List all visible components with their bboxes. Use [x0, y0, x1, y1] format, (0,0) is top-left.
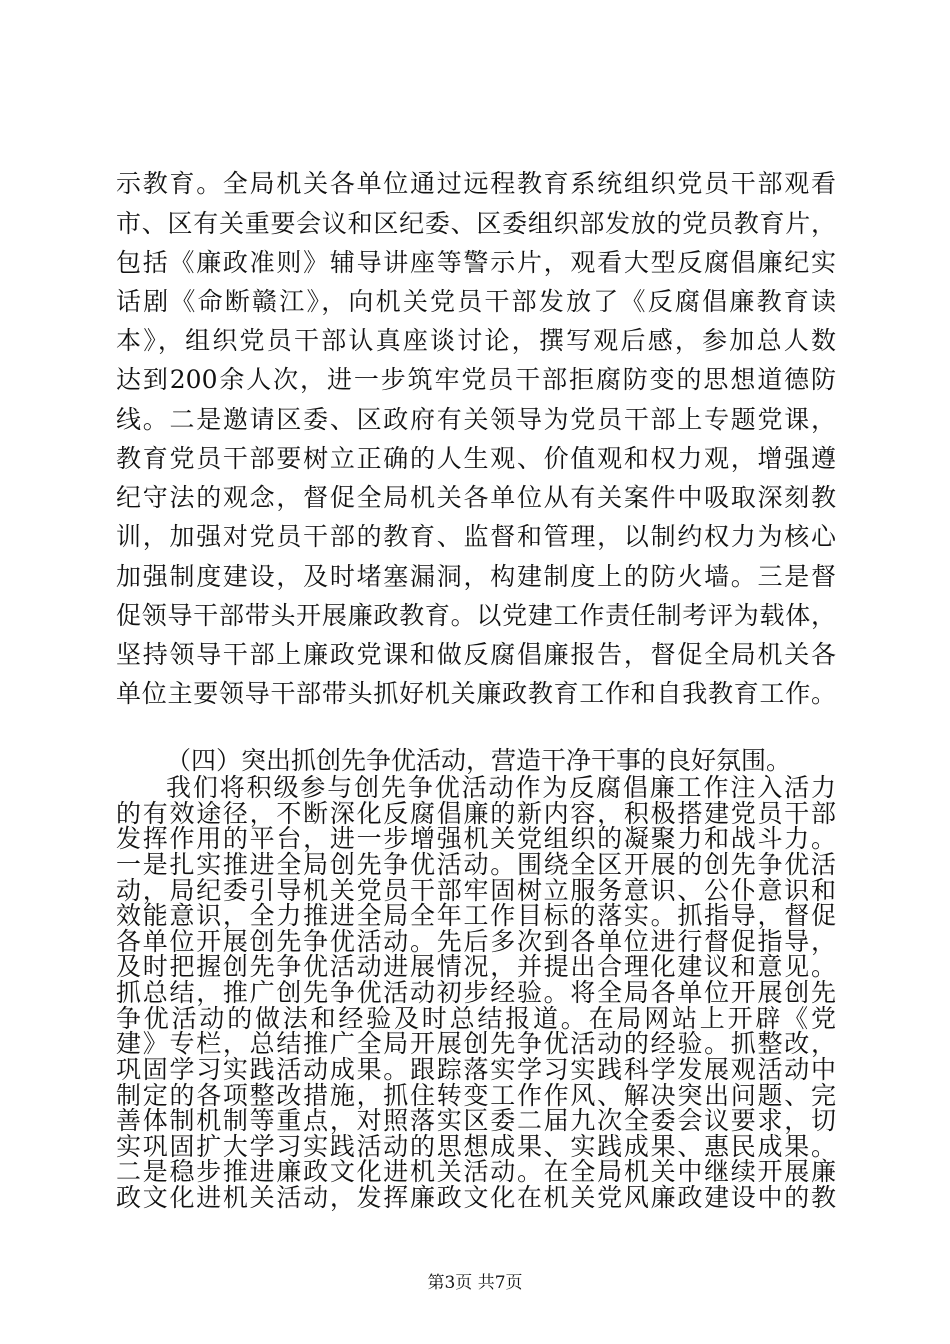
text-line: 效能意识，全力推进全局全年工作目标的落实。抓指导，督促: [116, 901, 836, 930]
text-line: 加强制度建设，及时堵塞漏洞，构建制度上的防火墙。三是督: [116, 562, 836, 591]
text-line: 市、区有关重要会议和区纪委、区委组织部发放的党员教育片，: [116, 209, 836, 238]
text-line: 示教育。全局机关各单位通过远程教育系统组织党员干部观看: [116, 169, 836, 198]
text-line: 单位主要领导干部带头抓好机关廉政教育工作和自我教育工作。: [116, 679, 836, 708]
text-line: 纪守法的观念，督促全局机关各单位从有关案件中吸取深刻教: [116, 483, 836, 512]
text-line: 包括《廉政准则》辅导讲座等警示片，观看大型反腐倡廉纪实: [116, 248, 836, 277]
text-line: 线。二是邀请区委、区政府有关领导为党员干部上专题党课，: [116, 405, 836, 434]
text-line: 二是稳步推进廉政文化进机关活动。在全局机关中继续开展廉: [116, 1157, 836, 1186]
text-line: 一是扎实推进全局创先争优活动。围绕全区开展的创先争优活: [116, 850, 836, 879]
text-line: 本》，组织党员干部认真座谈讨论，撰写观后感，参加总人数: [116, 326, 836, 355]
text-line: 抓总结，推广创先争优活动初步经验。将全局各单位开展创先: [116, 978, 836, 1007]
text-line: 我们将积级参与创先争优活动作为反腐倡廉工作注入活力: [166, 773, 836, 802]
text-line: 实巩固扩大学习实践活动的思想成果、实践成果、惠民成果。: [116, 1132, 836, 1161]
text-line: 达到200余人次，进一步筑牢党员干部拒腐防变的思想道德防: [116, 365, 836, 394]
text-line: 制定的各项整改措施，抓住转变工作作风、解决突出问题、完: [116, 1081, 836, 1110]
text-line: 发挥作用的平台，进一步增强机关党组织的凝聚力和战斗力。: [116, 824, 836, 853]
section-heading: （四）突出抓创先争优活动，营造干净干事的良好氛围。: [166, 746, 792, 775]
text-line: 政文化进机关活动，发挥廉政文化在机关党风廉政建设中的教: [116, 1183, 836, 1212]
text-line: 训，加强对党员干部的教育、监督和管理，以制约权力为核心: [116, 522, 836, 551]
text-line: 争优活动的做法和经验及时总结报道。在局网站上开辟《党: [116, 1004, 836, 1033]
text-line: 各单位开展创先争优活动。先后多次到各单位进行督促指导，: [116, 927, 836, 956]
text-line: 善体制机制等重点，对照落实区委二届九次全委会议要求，切: [116, 1106, 836, 1135]
text-line: 话剧《命断赣江》，向机关党员干部发放了《反腐倡廉教育读: [116, 287, 836, 316]
text-line: 教育党员干部要树立正确的人生观、价值观和权力观，增强遵: [116, 444, 836, 473]
text-line: 巩固学习实践活动成果。跟踪落实学习实践科学发展观活动中: [116, 1055, 836, 1084]
text-line: 坚持领导干部上廉政党课和做反腐倡廉报告，督促全局机关各: [116, 640, 836, 669]
text-line: 动，局纪委引导机关党员干部牢固树立服务意识、公仆意识和: [116, 876, 836, 905]
text-line: 及时把握创先争优活动进展情况，并提出合理化建议和意见。: [116, 952, 836, 981]
text-line: 的有效途径，不断深化反腐倡廉的新内容，积极搭建党员干部: [116, 799, 836, 828]
text-line: 建》专栏，总结推广全局开展创先争优活动的经验。抓整改，: [116, 1029, 836, 1058]
page-number-footer: 第3页 共7页: [427, 1273, 523, 1293]
text-line: 促领导干部带头开展廉政教育。以党建工作责任制考评为载体，: [116, 601, 836, 630]
